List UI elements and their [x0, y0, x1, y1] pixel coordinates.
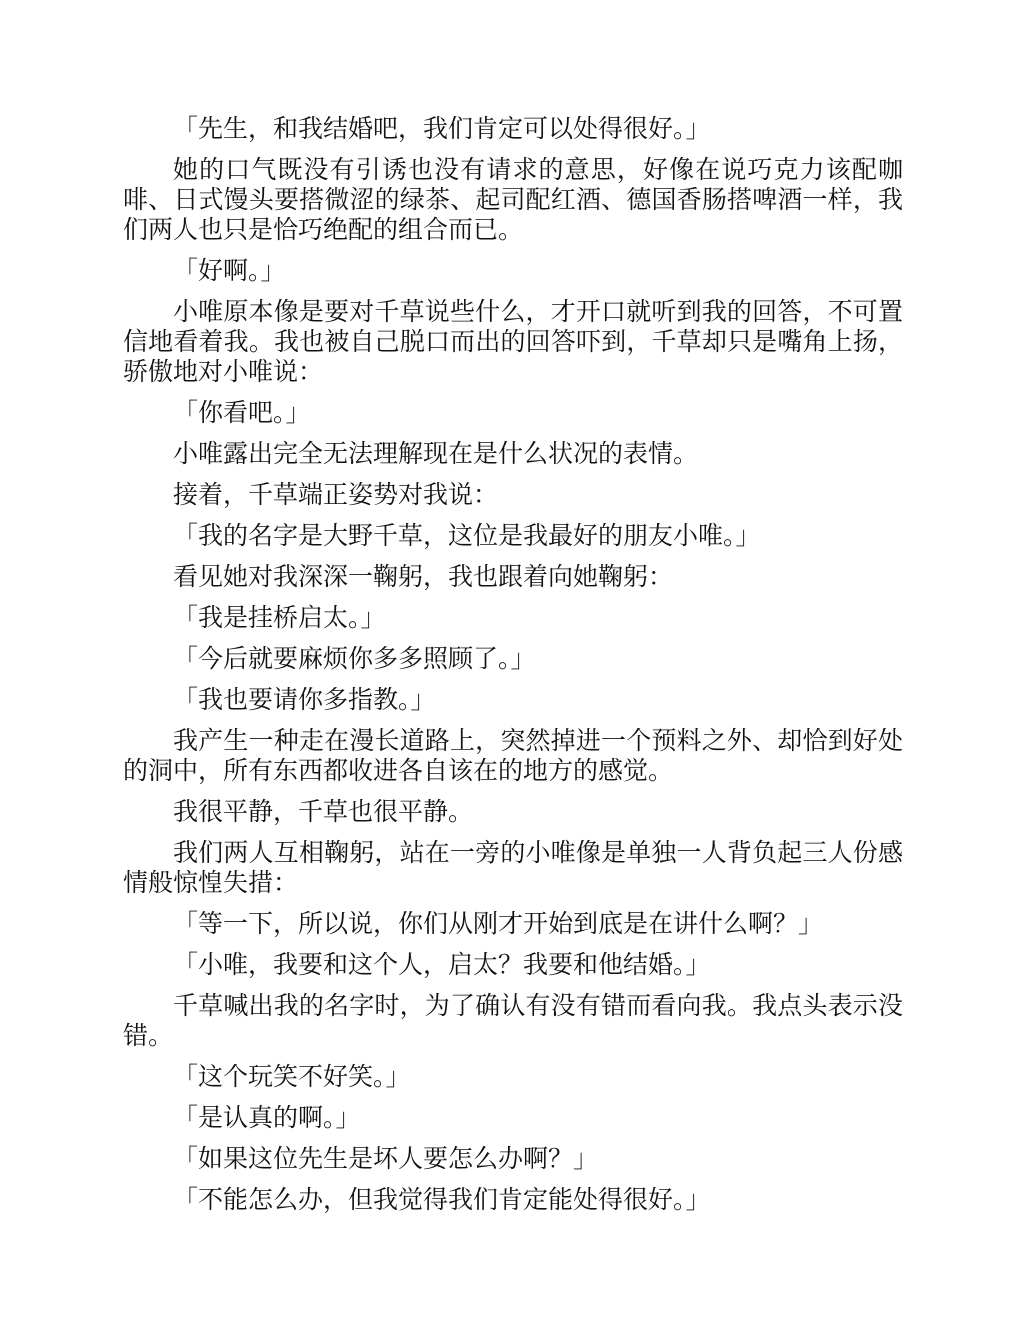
paragraph: 我产生一种走在漫长道路上，突然掉进一个预料之外、却恰到好处的洞中，所有东西都收进各自该在的地方的感觉。 [123, 726, 903, 785]
paragraph: 我们两人互相鞠躬，站在一旁的小唯像是单独一人背负起三人份感情般惊惶失措： [123, 838, 903, 897]
paragraph: 「我也要请你多指教。」 [173, 685, 436, 714]
paragraph: 千草喊出我的名字时，为了确认有没有错而看向我。我点头表示没错。 [123, 991, 903, 1050]
paragraph: 看见她对我深深一鞠躬，我也跟着向她鞠躬： [173, 562, 674, 591]
paragraph: 「我是挂桥启太。」 [173, 603, 386, 632]
document-page [123, 114, 903, 1226]
paragraph: 「我的名字是大野千草，这位是我最好的朋友小唯。」 [173, 521, 761, 550]
paragraph: 小唯露出完全无法理解现在是什么状况的表情。 [173, 439, 699, 468]
paragraph: 接着，千草端正姿势对我说： [173, 480, 499, 509]
paragraph: 「这个玩笑不好笑。」 [173, 1062, 411, 1091]
paragraph: 「等一下，所以说，你们从刚才开始到底是在讲什么啊？」 [173, 909, 824, 938]
paragraph: 「如果这位先生是坏人要怎么办啊？」 [173, 1144, 599, 1173]
paragraph: 「先生，和我结婚吧，我们肯定可以处得很好。」 [173, 114, 711, 143]
paragraph: 「你看吧。」 [173, 398, 311, 427]
paragraph: 「小唯，我要和这个人，启太？我要和他结婚。」 [173, 950, 711, 979]
paragraph: 「是认真的啊。」 [173, 1103, 361, 1132]
paragraph: 「好啊。」 [173, 256, 286, 285]
paragraph: 「今后就要麻烦你多多照顾了。」 [173, 644, 536, 673]
paragraph: 「不能怎么办，但我觉得我们肯定能处得很好。」 [173, 1185, 711, 1214]
paragraph: 我很平静，千草也很平静。 [173, 797, 474, 826]
paragraph: 她的口气既没有引诱也没有请求的意思，好像在说巧克力该配咖啡、日式馒头要搭微涩的绿茶、起司配红酒、德国香肠搭啤酒一样，我们两人也只是恰巧绝配的组合而已。 [123, 155, 903, 244]
paragraph: 小唯原本像是要对千草说些什么，才开口就听到我的回答，不可置信地看着我。我也被自己脱口而出的回答吓到，千草却只是嘴角上扬，骄傲地对小唯说： [123, 297, 903, 386]
